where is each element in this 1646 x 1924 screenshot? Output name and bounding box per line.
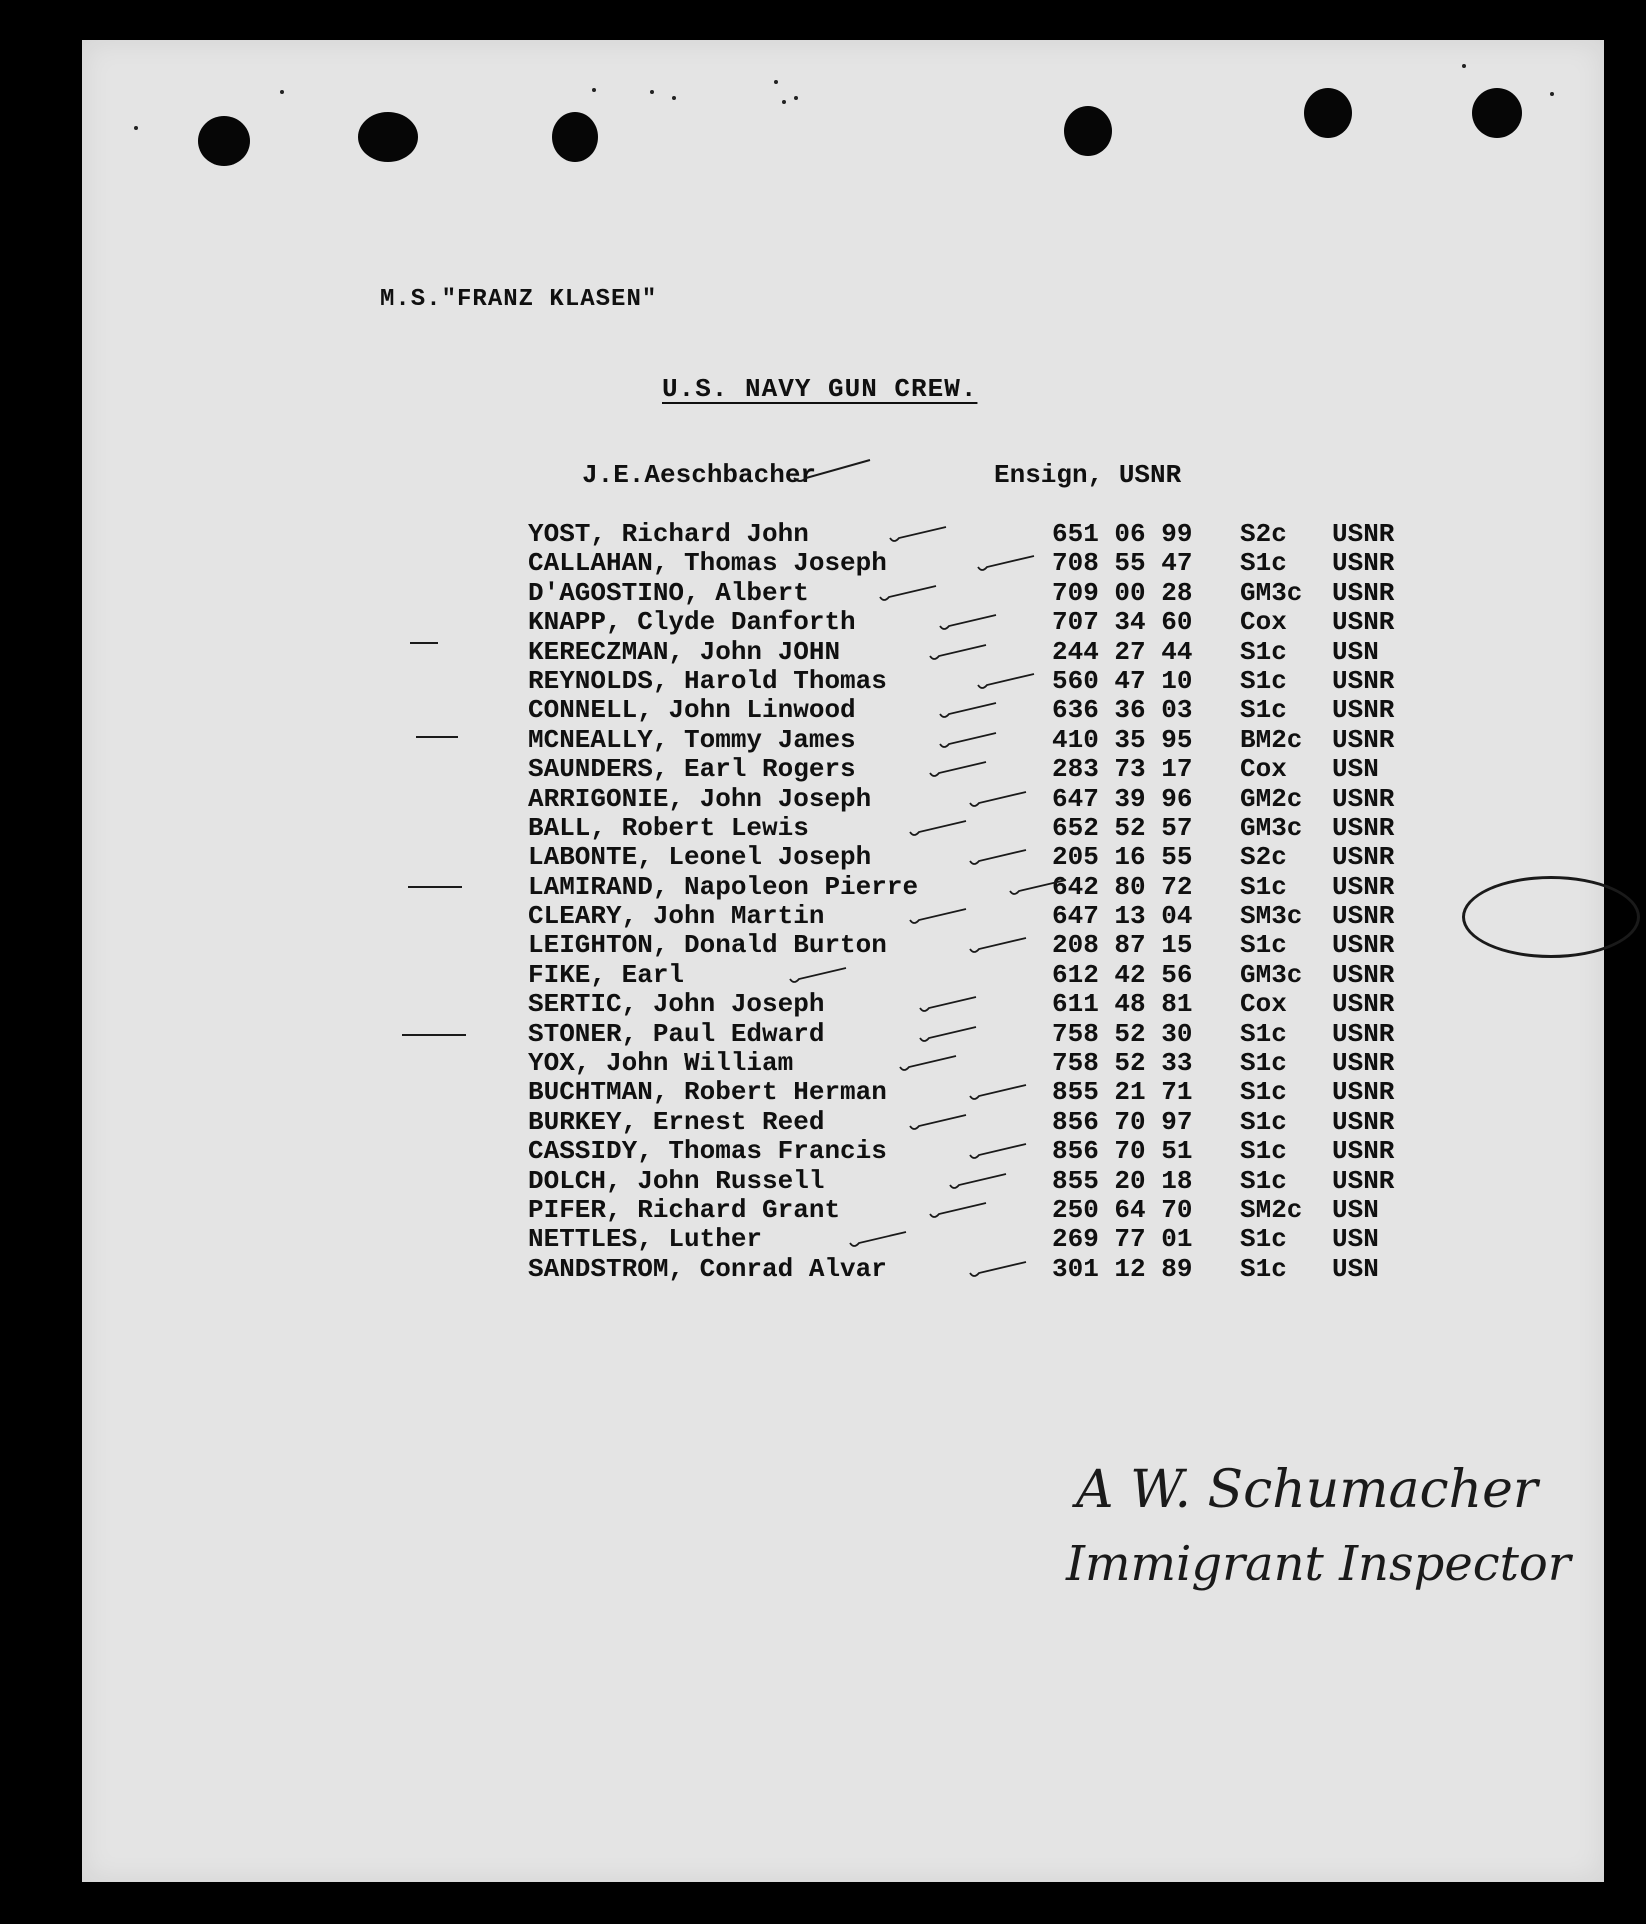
crew-name: PIFER, Richard Grant xyxy=(528,1194,841,1225)
crew-row xyxy=(528,1137,1428,1166)
crew-rate: GM2c xyxy=(1240,783,1303,814)
signature-name: A W. Schumacher xyxy=(1076,1460,1538,1520)
service-number: 283 73 17 xyxy=(1052,754,1193,785)
service-number: 758 52 30 xyxy=(1052,1018,1193,1049)
service-number: 269 77 01 xyxy=(1052,1224,1193,1255)
crew-rate: S2c xyxy=(1240,842,1287,873)
service-number: 647 39 96 xyxy=(1052,783,1193,814)
crew-branch: USNR xyxy=(1332,901,1395,932)
crew-row xyxy=(528,961,1428,990)
crew-row xyxy=(528,549,1428,578)
crew-branch: USNR xyxy=(1332,812,1395,843)
crew-row xyxy=(528,755,1428,784)
speck xyxy=(782,100,786,104)
service-number: 611 48 81 xyxy=(1052,989,1193,1020)
check-mark-icon xyxy=(878,583,938,605)
crew-rate: S1c xyxy=(1240,930,1287,961)
service-number: 560 47 10 xyxy=(1052,665,1193,696)
speck xyxy=(650,90,654,94)
crew-row xyxy=(528,1078,1428,1107)
crew-name: NETTLES, Luther xyxy=(528,1224,763,1255)
crew-branch: USNR xyxy=(1332,695,1395,726)
crew-row xyxy=(528,579,1428,608)
crew-branch: USNR xyxy=(1332,871,1395,902)
signature-title: Immigrant Inspector xyxy=(1066,1536,1571,1592)
crew-branch: USN xyxy=(1332,1253,1379,1284)
speck xyxy=(134,126,138,130)
margin-dash xyxy=(410,642,438,644)
service-number: 651 06 99 xyxy=(1052,519,1193,549)
service-number: 652 52 57 xyxy=(1052,812,1193,843)
crew-row xyxy=(528,1108,1428,1137)
crew-row xyxy=(528,1167,1428,1196)
crew-branch: USNR xyxy=(1332,1165,1395,1196)
crew-name: DOLCH, John Russell xyxy=(528,1165,825,1196)
crew-name: CONNELL, John Linwood xyxy=(528,695,856,726)
check-mark-icon xyxy=(976,671,1036,693)
margin-dash xyxy=(416,736,458,738)
service-number: 647 13 04 xyxy=(1052,901,1193,932)
service-number: 250 64 70 xyxy=(1052,1194,1193,1225)
service-number: 855 21 71 xyxy=(1052,1077,1193,1108)
check-mark-icon xyxy=(938,612,998,634)
crew-rate: S1c xyxy=(1240,1224,1287,1255)
crew-rate: S1c xyxy=(1240,1253,1287,1284)
crew-rate: S1c xyxy=(1240,871,1287,902)
crew-branch: USNR xyxy=(1332,1018,1395,1049)
service-number: 244 27 44 xyxy=(1052,636,1193,667)
service-number: 856 70 97 xyxy=(1052,1106,1193,1137)
service-number: 709 00 28 xyxy=(1052,577,1193,608)
check-mark-icon xyxy=(938,730,998,752)
check-mark-icon xyxy=(928,759,988,781)
crew-branch: USNR xyxy=(1332,1077,1395,1108)
crew-rate: SM3c xyxy=(1240,901,1303,932)
officer-rank: Ensign, USNR xyxy=(994,460,1182,490)
crew-branch: USNR xyxy=(1332,1106,1395,1137)
punch-hole xyxy=(1064,106,1112,156)
check-mark-icon xyxy=(908,1112,968,1134)
speck xyxy=(794,96,798,100)
crew-name: MCNEALLY, Tommy James xyxy=(528,724,856,755)
crew-branch: USN xyxy=(1332,636,1379,667)
check-mark-icon xyxy=(938,700,998,722)
crew-name: SANDSTROM, Conrad Alvar xyxy=(528,1253,887,1284)
crew-name: YOX, John William xyxy=(528,1048,794,1079)
crew-branch: USNR xyxy=(1332,783,1395,814)
crew-name: LABONTE, Leonel Joseph xyxy=(528,842,872,873)
crew-rate: S1c xyxy=(1240,548,1287,579)
crew-name: BURKEY, Ernest Reed xyxy=(528,1106,825,1137)
check-mark-icon xyxy=(898,1053,958,1075)
crew-rate: GM3c xyxy=(1240,959,1303,990)
check-mark-icon xyxy=(968,1141,1028,1163)
crew-name: SAUNDERS, Earl Rogers xyxy=(528,754,856,785)
check-mark-icon xyxy=(928,1200,988,1222)
crew-branch: USNR xyxy=(1332,1136,1395,1167)
punch-hole xyxy=(358,112,418,162)
speck xyxy=(280,90,284,94)
crew-name: STONER, Paul Edward xyxy=(528,1018,825,1049)
crew-rate: Cox xyxy=(1240,607,1287,638)
crew-name: BUCHTMAN, Robert Herman xyxy=(528,1077,887,1108)
service-number: 205 16 55 xyxy=(1052,842,1193,873)
crew-branch: USNR xyxy=(1332,548,1395,579)
crew-rate: SM2c xyxy=(1240,1194,1303,1225)
crew-name: CALLAHAN, Thomas Joseph xyxy=(528,548,887,579)
check-mark-icon xyxy=(968,847,1028,869)
service-number: 708 55 47 xyxy=(1052,548,1193,579)
crew-branch: USNR xyxy=(1332,577,1395,608)
crew-name: REYNOLDS, Harold Thomas xyxy=(528,665,887,696)
crew-row xyxy=(528,667,1428,696)
crew-name: KERECZMAN, John JOHN xyxy=(528,636,841,667)
service-number: 410 35 95 xyxy=(1052,724,1193,755)
crew-branch: USNR xyxy=(1332,519,1395,549)
crew-row xyxy=(528,1255,1428,1284)
check-mark-icon xyxy=(888,524,948,546)
crew-row xyxy=(528,843,1428,872)
crew-name: ARRIGONIE, John Joseph xyxy=(528,783,872,814)
check-mark-icon xyxy=(788,965,848,987)
service-number: 855 20 18 xyxy=(1052,1165,1193,1196)
check-mark-icon xyxy=(968,789,1028,811)
crew-branch: USNR xyxy=(1332,607,1395,638)
crew-row xyxy=(528,696,1428,725)
crew-rate: S1c xyxy=(1240,1077,1287,1108)
check-mark-icon xyxy=(908,906,968,928)
margin-dash xyxy=(402,1034,466,1036)
check-mark-icon xyxy=(918,1024,978,1046)
crew-branch: USN xyxy=(1332,1194,1379,1225)
crew-rate: GM3c xyxy=(1240,812,1303,843)
crew-row xyxy=(528,1020,1428,1049)
crew-branch: USN xyxy=(1332,1224,1379,1255)
hand-drawn-oval xyxy=(1462,876,1640,958)
check-mark-icon xyxy=(976,553,1036,575)
check-mark-icon xyxy=(792,456,872,486)
punch-hole xyxy=(552,112,598,162)
crew-name: LAMIRAND, Napoleon Pierre xyxy=(528,871,919,902)
crew-rate: S1c xyxy=(1240,665,1287,696)
service-number: 208 87 15 xyxy=(1052,930,1193,961)
crew-branch: USNR xyxy=(1332,930,1395,961)
crew-name: D'AGOSTINO, Albert xyxy=(528,577,809,608)
check-mark-icon xyxy=(948,1171,1008,1193)
crew-rate: S1c xyxy=(1240,1106,1287,1137)
crew-rate: Cox xyxy=(1240,989,1287,1020)
crew-name: BALL, Robert Lewis xyxy=(528,812,809,843)
crew-rate: GM3c xyxy=(1240,577,1303,608)
crew-name: CASSIDY, Thomas Francis xyxy=(528,1136,887,1167)
crew-name: FIKE, Earl xyxy=(528,959,685,990)
service-number: 856 70 51 xyxy=(1052,1136,1193,1167)
crew-branch: USNR xyxy=(1332,665,1395,696)
crew-row xyxy=(528,1049,1428,1078)
speck xyxy=(592,88,596,92)
check-mark-icon xyxy=(928,642,988,664)
crew-name: SERTIC, John Joseph xyxy=(528,989,825,1020)
crew-rate: S1c xyxy=(1240,695,1287,726)
ship-name: M.S."FRANZ KLASEN" xyxy=(380,286,658,313)
punch-hole xyxy=(198,116,250,166)
crew-name: LEIGHTON, Donald Burton xyxy=(528,930,887,961)
service-number: 636 36 03 xyxy=(1052,695,1193,726)
crew-row xyxy=(528,814,1428,843)
check-mark-icon xyxy=(1008,877,1068,899)
crew-row xyxy=(528,1225,1428,1254)
crew-row xyxy=(528,873,1428,902)
crew-branch: USNR xyxy=(1332,724,1395,755)
crew-row xyxy=(528,638,1428,667)
check-mark-icon xyxy=(918,994,978,1016)
crew-rate: S1c xyxy=(1240,1136,1287,1167)
crew-rate: S1c xyxy=(1240,1018,1287,1049)
crew-branch: USNR xyxy=(1332,959,1395,990)
crew-name: YOST, Richard John xyxy=(528,519,809,549)
speck xyxy=(672,96,676,100)
crew-row xyxy=(528,726,1428,755)
crew-row xyxy=(528,931,1428,960)
officer-name: J.E.Aeschbacher xyxy=(582,460,817,490)
crew-rate: Cox xyxy=(1240,754,1287,785)
check-mark-icon xyxy=(908,818,968,840)
punch-hole xyxy=(1304,88,1352,138)
crew-branch: USNR xyxy=(1332,1048,1395,1079)
service-number: 707 34 60 xyxy=(1052,607,1193,638)
crew-rate: S2c xyxy=(1240,519,1287,549)
crew-rate: S1c xyxy=(1240,1048,1287,1079)
check-mark-icon xyxy=(968,1082,1028,1104)
punch-hole xyxy=(1472,88,1522,138)
crew-row xyxy=(528,608,1428,637)
crew-rate: S1c xyxy=(1240,636,1287,667)
check-mark-icon xyxy=(968,935,1028,957)
crew-row xyxy=(528,1196,1428,1225)
speck xyxy=(1550,92,1554,96)
page-title: U.S. NAVY GUN CREW. xyxy=(662,374,978,404)
crew-name: KNAPP, Clyde Danforth xyxy=(528,607,856,638)
margin-dash xyxy=(408,886,462,888)
crew-name: CLEARY, John Martin xyxy=(528,901,825,932)
crew-branch: USN xyxy=(1332,754,1379,785)
crew-roster xyxy=(528,520,1428,1284)
document-page xyxy=(82,40,1604,1882)
crew-row xyxy=(528,990,1428,1019)
crew-row xyxy=(528,520,1428,549)
speck xyxy=(774,80,778,84)
check-mark-icon xyxy=(968,1259,1028,1281)
speck xyxy=(1462,64,1466,68)
crew-branch: USNR xyxy=(1332,989,1395,1020)
crew-row xyxy=(528,785,1428,814)
crew-rate: S1c xyxy=(1240,1165,1287,1196)
service-number: 301 12 89 xyxy=(1052,1253,1193,1284)
service-number: 612 42 56 xyxy=(1052,959,1193,990)
service-number: 642 80 72 xyxy=(1052,871,1193,902)
service-number: 758 52 33 xyxy=(1052,1048,1193,1079)
crew-branch: USNR xyxy=(1332,842,1395,873)
crew-rate: BM2c xyxy=(1240,724,1303,755)
check-mark-icon xyxy=(848,1229,908,1251)
crew-row xyxy=(528,902,1428,931)
